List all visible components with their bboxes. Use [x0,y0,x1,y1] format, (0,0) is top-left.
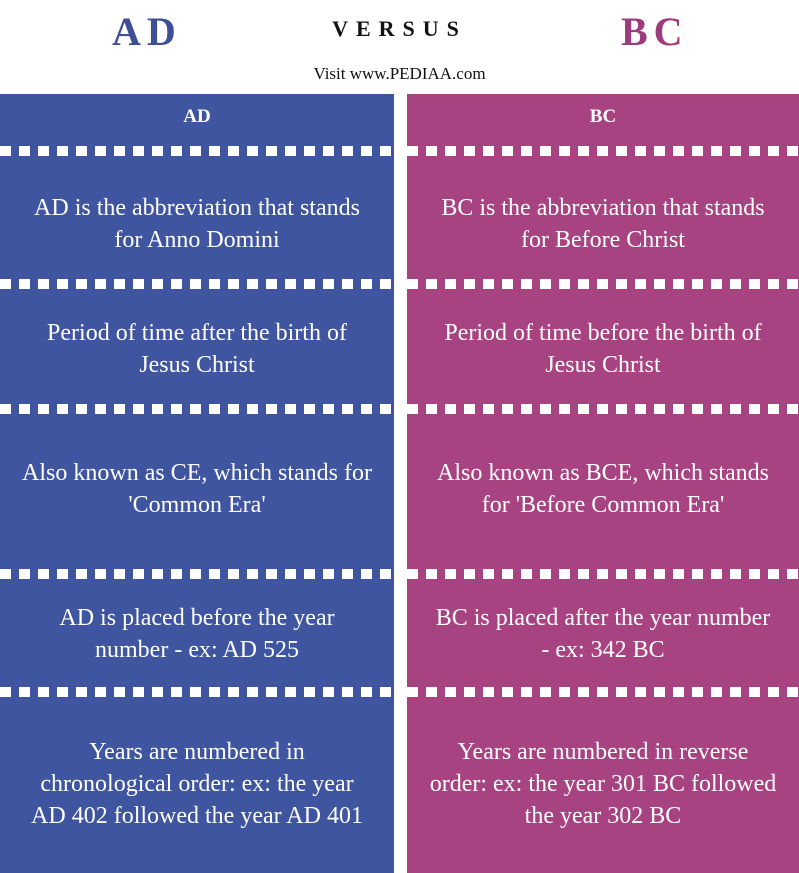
divider [0,146,394,156]
ad-row-1: AD is the abbreviation that stands for Anno Domini [34,195,360,253]
bc-row-3: Also known as BCE, which stands for 'Before Common Era' [437,460,769,518]
visit-link[interactable]: Visit www.PEDIAA.com [313,64,486,83]
column-bc-heading: BC [589,106,617,127]
ad-row-3: Also known as CE, which stands for 'Common Era' [22,460,372,518]
column-bc [407,94,799,873]
divider [407,146,799,156]
column-ad [0,94,394,873]
divider [407,404,799,414]
bc-row-2: Period of time before the birth of Jesus Christ [444,320,762,378]
divider [0,279,394,289]
divider [0,687,394,697]
ad-row-4: AD is placed before the year number - ex: AD 525 [59,605,335,663]
header [0,0,799,94]
title-bc: BC [621,9,689,54]
title-ad: AD [112,9,182,54]
ad-row-5: Years are numbered in chronological order: ex: the year AD 402 followed the year AD 401 [31,739,363,829]
column-ad-heading: AD [183,106,211,127]
divider [0,404,394,414]
divider [407,569,799,579]
bc-row-1: BC is the abbreviation that stands for Before Christ [441,195,765,253]
divider [407,687,799,697]
bc-row-5: Years are numbered in reverse order: ex: the year 301 BC followed the year 302 BC [429,739,777,829]
divider [407,279,799,289]
divider [0,569,394,579]
versus-label: VERSUS [332,16,467,41]
ad-row-2: Period of time after the birth of Jesus Christ [47,320,347,378]
bc-row-4: BC is placed after the year number - ex: 342 BC [435,605,771,663]
